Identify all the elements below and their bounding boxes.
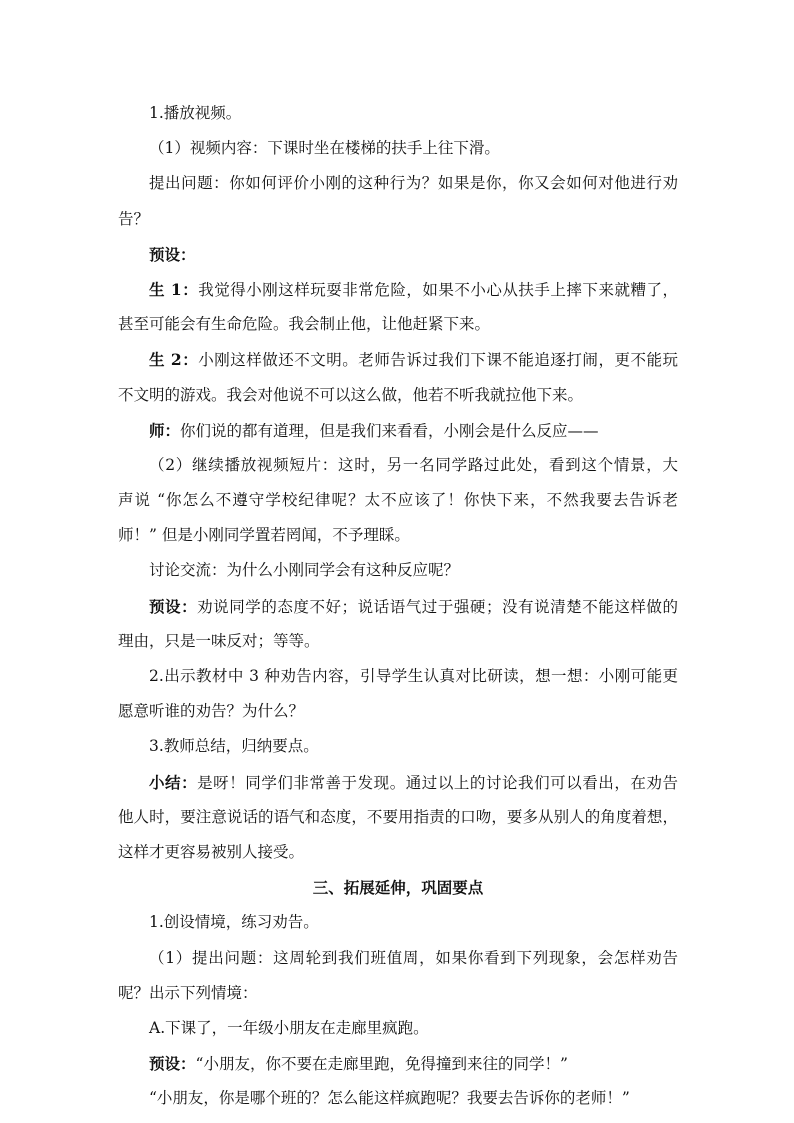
teacher-line (118, 413, 678, 448)
student1-label: 生 1： (149, 279, 199, 299)
step3-line: 3.教师总结，归纳要点。 (149, 737, 319, 756)
student1-text: 我觉得小刚这样玩耍非常危险，如果不小心从扶手上摔下来就糟了， (198, 280, 678, 299)
step2-line-1: 2.出示教材中 3 种劝告内容，引导学生认真对比研读，想一想：小刚可能更 (149, 667, 678, 685)
student2-line-2: 不文明的游戏。我会对他说不可以这么做，他若不听我就拉他下来。 (118, 385, 584, 404)
summary-label: 小结： (149, 772, 198, 792)
step-play-video: 1.播放视频。 (149, 104, 242, 122)
lesson-plan-body (118, 96, 678, 1116)
preset2-label: 预设： (149, 596, 198, 616)
preset2-line-1 (118, 589, 678, 624)
summary-text: 是呀！同学们非常善于发现。通过以上的讨论我们可以看出，在劝告 (197, 773, 678, 792)
question-line-1: 提出问题：你如何评价小刚的这种行为？如果是你，你又会如何对他进行劝 (149, 174, 678, 193)
preset3-text: “小朋友，你不要在走廊里跑，免得撞到来往的同学！” (195, 1055, 568, 1074)
summary-line-3: 这样才更容易被别人接受。 (118, 842, 305, 861)
preset2-text: 劝说同学的态度不好；说话语气过于强硬；没有说清楚不能这样做的 (197, 597, 678, 616)
preset3-alt-line: “小朋友，你是哪个班的？怎么能这样疯跑呢？我要去告诉你的老师！” (149, 1089, 630, 1108)
summary-line-1 (118, 765, 678, 800)
student2-line-1 (118, 342, 678, 377)
discussion-line: 讨论交流：为什么小刚同学会有这种反应呢？ (149, 561, 460, 580)
preset-heading (118, 237, 678, 272)
practice-step: 1.创设情境，练习劝告。 (149, 913, 319, 932)
preset2-line-2: 理由，只是一味反对；等等。 (118, 631, 320, 650)
scenario-a: A.下课了，一年级小朋友在走廊里疯跑。 (149, 1018, 429, 1037)
preset3-label: 预设： (149, 1054, 196, 1074)
student2-text: 小刚这样做还不文明。老师告诉过我们下课不能追逐打闹，更不能玩 (198, 351, 678, 370)
practice-question-line-1: （1）提出问题：这周轮到我们班值周，如果你看到下列现象，会怎样劝告 (149, 948, 678, 967)
video-content: （1）视频内容：下课时坐在楼梯的扶手上往下滑。 (149, 139, 500, 158)
practice-question-line-2: 呢？出示下列情境： (118, 983, 258, 1002)
step2-line-2: 愿意听谁的劝告？为什么？ (118, 702, 305, 721)
student2-label: 生 2： (149, 350, 199, 370)
teacher-text: 你们说的都有道理，但是我们来看看，小刚会是什么反应—— (180, 421, 599, 440)
student1-line-1 (118, 272, 678, 307)
preset3-line (118, 1046, 678, 1081)
teacher-label: 师： (149, 420, 181, 440)
student1-line-2: 甚至可能会有生命危险。我会制止他，让他赶紧下来。 (118, 315, 491, 334)
section-heading: 三、拓展延伸，巩固要点 (312, 878, 484, 898)
summary-line-2: 他人时，要注意说话的语气和态度，不要用指责的口吻，要多从别人的角度着想， (118, 807, 678, 826)
continue-video-line-3: 师！” 但是小刚同学置若罔闻，不予理睬。 (118, 526, 410, 545)
preset-label: 预设： (149, 244, 196, 264)
question-line-2: 告？ (118, 209, 150, 228)
continue-video-line-1: （2）继续播放视频短片：这时，另一名同学路过此处，看到这个情景，大 (149, 455, 678, 474)
continue-video-line-2: 声说 “你怎么不遵守学校纪律呢？太不应该了！你快下来，不然我要去告诉老 (118, 491, 678, 510)
